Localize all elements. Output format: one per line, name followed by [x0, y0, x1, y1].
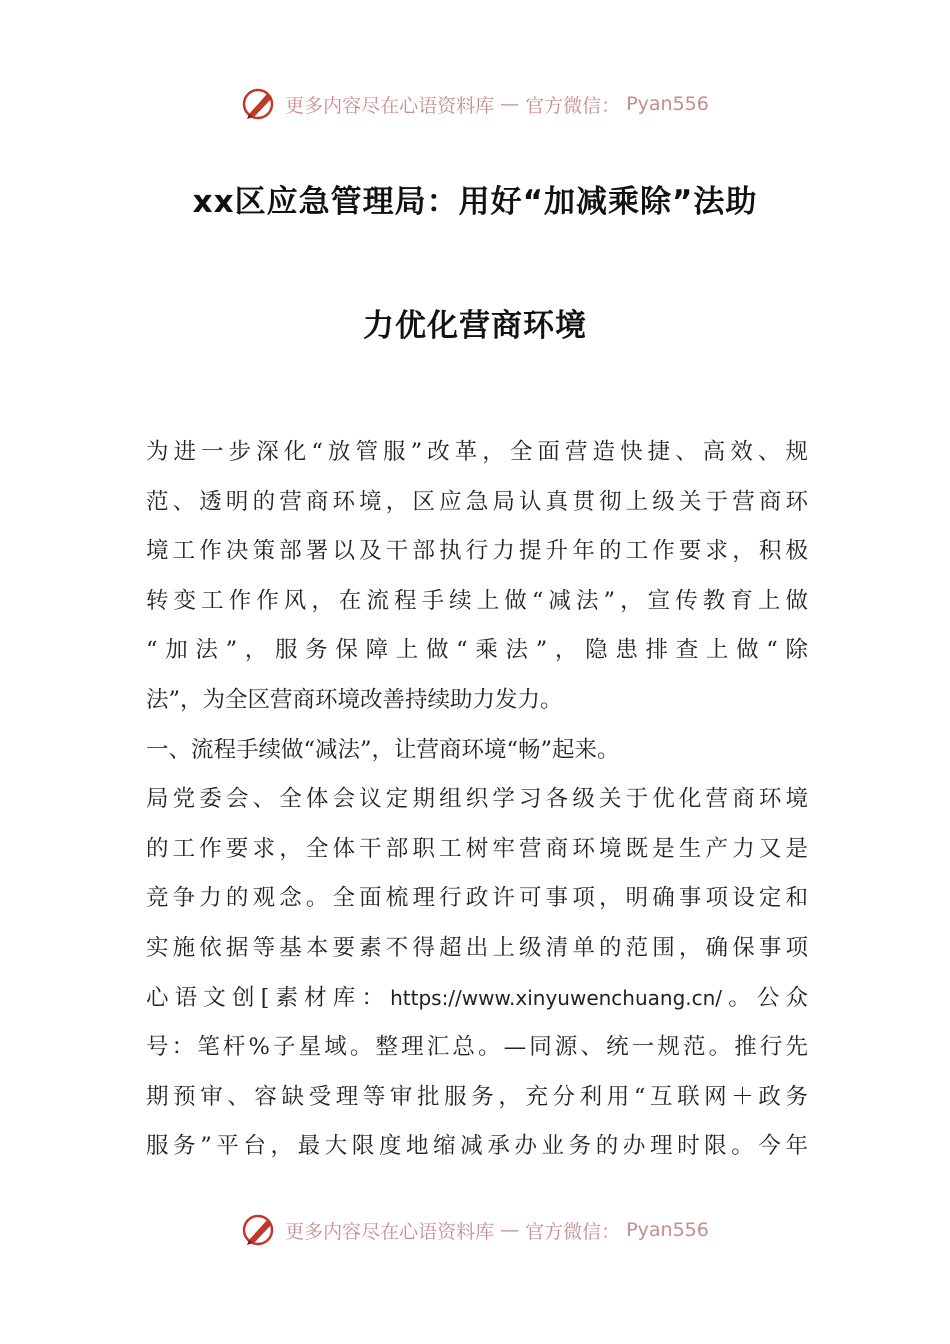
url-line-suffix: 。公众	[722, 984, 808, 1011]
banner-contact-label: 官方微信：	[525, 1220, 621, 1243]
pen-logo-icon	[241, 1212, 279, 1248]
banner-contact-label: 官方微信：	[525, 94, 621, 117]
banner-text: 更多内容尽在心语资料库	[285, 1220, 495, 1243]
section-heading: 一、流程手续做“减法”，让营商环境“畅”起来。	[146, 736, 620, 763]
body-line-with-url	[146, 974, 808, 1024]
banner-text: 更多内容尽在心语资料库	[285, 94, 495, 117]
document-title-line-2: 力优化营商环境	[363, 308, 587, 344]
body-line: 转变工作作风，在流程手续上做“减法”，宣传教育上做	[146, 587, 808, 614]
pen-logo-icon	[241, 86, 279, 122]
banner-contact-id: Pyan556	[626, 1219, 709, 1241]
body-line: 为进一步深化“放管服”改革，全面营造快捷、高效、规	[146, 439, 808, 465]
body-line: 境工作决策部署以及干部执行力提升年的工作要求，积极	[146, 538, 808, 565]
body-line: 竞争力的观念。全面梳理行政许可事项，明确事项设定和	[146, 885, 808, 912]
body-line: 局党委会、全体会议定期组织学习各级关于优化营商环境	[146, 786, 808, 813]
banner-contact-id: Pyan556	[626, 93, 709, 115]
body-line: 法”，为全区营商环境改善持续助力发力。	[146, 686, 563, 713]
url-line-prefix: 心语文创[素材库：	[146, 984, 391, 1011]
body-line: 期预审、容缺受理等审批服务，充分利用“互联网＋政务	[146, 1083, 808, 1110]
body-line: 的工作要求，全体干部职工树牢营商环境既是生产力又是	[146, 835, 808, 862]
banner-separator: —	[500, 1219, 520, 1241]
header-watermark-banner	[0, 84, 950, 124]
document-body	[146, 428, 808, 1172]
body-line: 范、透明的营商环境，区应急局认真贯彻上级关于营商环	[146, 488, 808, 515]
source-url-link[interactable]: https://www.xinyuwenchuang.cn/	[390, 985, 723, 1010]
body-line: 服务”平台，最大限度地缩减承办业务的办理时限。今年	[146, 1133, 808, 1160]
document-title-line-1: xx区应急管理局：用好“加减乘除”法助	[192, 184, 758, 220]
body-line: 号：笔杆%子星域。整理汇总。—同源、统一规范。推行先	[146, 1034, 808, 1061]
footer-watermark-banner	[0, 1210, 950, 1250]
body-line: 实施依据等基本要素不得超出上级清单的范围，确保事项	[146, 934, 808, 961]
banner-separator: —	[500, 93, 520, 115]
body-line: “加法”，服务保障上做“乘法”，隐患排查上做“除	[146, 637, 808, 664]
